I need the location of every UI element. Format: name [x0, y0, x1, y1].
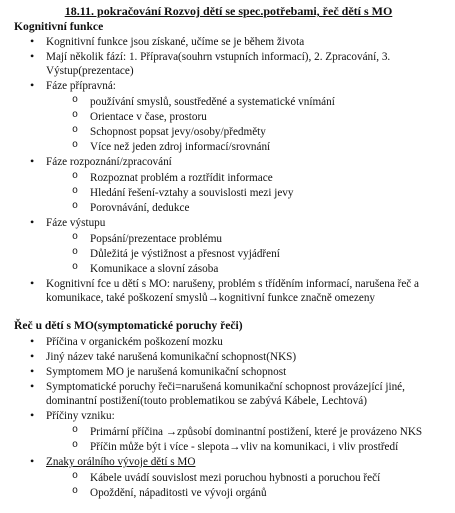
list-item: • Symptomatické poruchy řeči=narušená komunikační schopnost provázející jiné, dominantní postižení(touto problematikou se zabývá Kábele, Lechtová)	[14, 380, 443, 408]
sub-list-item: o Schopnost popsat jevy/osoby/předměty	[14, 125, 443, 139]
list-item: • Fáze rozpoznání/zpracování o Rozpoznat problém a roztřídit informace o Hledání řešení-vztahy a souvislosti mezi jevy o Porovnávání, dedukce	[14, 155, 443, 215]
sub-list-item: o Orientace v čase, prostoru	[14, 110, 443, 124]
list-item: • Znaky orálního vývoje dětí s MO o Kábele uvádí souvislost mezi poruchou hybnosti a poruchou řečí o Opoždění, nápaditosti ve vývoji orgánů	[14, 455, 443, 500]
section-heading-cognitive: Kognitivní funkce	[14, 20, 104, 33]
list-item: • Příčina v organickém poškození mozku	[14, 335, 443, 349]
sub-list-item: o používání smyslů, soustředěné a systematické vnímání	[14, 95, 443, 109]
speech-list	[14, 335, 443, 500]
sub-list-item: o Hledání řešení-vztahy a souvislosti mezi jevy	[14, 186, 443, 200]
sub-list	[46, 425, 443, 454]
list-item: • Mají několik fází: 1. Příprava(souhrn vstupních informací), 2. Zpracování, 3. Výstup(prezentace)	[14, 50, 443, 78]
sub-list-item: o Komunikace a slovní zásoba	[14, 262, 443, 276]
list-item: • Příčiny vzniku: o Primární příčina →způsobí dominantní postižení, které je provázeno NKS o Příčin může být i více - slepota→vliv na komunikaci, i vliv prostředí	[14, 409, 443, 454]
sub-list-item: o Více než jeden zdroj informací/srovnání	[14, 140, 443, 154]
sub-list-item: o Popsání/prezentace problému	[14, 232, 443, 246]
section-heading-speech: Řeč u dětí s MO(symptomatické poruchy řeči)	[14, 319, 243, 333]
list-item: • Symptomem MO je narušená komunikační schopnost	[14, 365, 443, 379]
document-title: 18.11. pokračování Rozvoj dětí se spec.potřebami, řeč dětí s MO	[64, 4, 393, 18]
sub-list-item: o Opoždění, nápaditosti ve vývoji orgánů	[14, 486, 443, 500]
list-item: • Kognitivní funkce jsou získané, učíme se je během života	[14, 35, 443, 49]
list-item: • Kognitivní fce u dětí s MO: narušeny, problém s tříděním informací, narušena řeč a komunikace, také poškození smyslů→kognitivní funkce značně omezeny	[14, 277, 443, 305]
sub-list	[46, 95, 443, 154]
sub-list-item: o Kábele uvádí souvislost mezi poruchou hybnosti a poruchou řečí	[14, 471, 443, 485]
list-item: • Jiný název také narušená komunikační schopnost(NKS)	[14, 350, 443, 364]
list-item: • Fáze výstupu o Popsání/prezentace problému o Důležitá je výstižnost a přesnost vyjádření o Komunikace a slovní zásoba	[14, 216, 443, 276]
sub-list-item: o Důležitá je výstižnost a přesnost vyjádření	[14, 247, 443, 261]
sub-list-item: o Porovnávání, dedukce	[14, 201, 443, 215]
cognitive-list	[14, 35, 443, 305]
sub-list-item: o Primární příčina →způsobí dominantní postižení, které je provázeno NKS	[14, 425, 443, 439]
list-item: • Fáze přípravná: o používání smyslů, soustředěné a systematické vnímání o Orientace v čase, prostoru o Schopnost popsat jevy/osoby/předměty o Více než jeden zdroj informací/srovnání	[14, 79, 443, 154]
sub-list	[46, 232, 443, 276]
sub-list	[46, 471, 443, 500]
sub-list-item: o Rozpoznat problém a roztřídit informace	[14, 171, 443, 185]
sub-list-item: o Příčin může být i více - slepota→vliv na komunikaci, i vliv prostředí	[14, 440, 443, 454]
sub-list	[46, 171, 443, 215]
